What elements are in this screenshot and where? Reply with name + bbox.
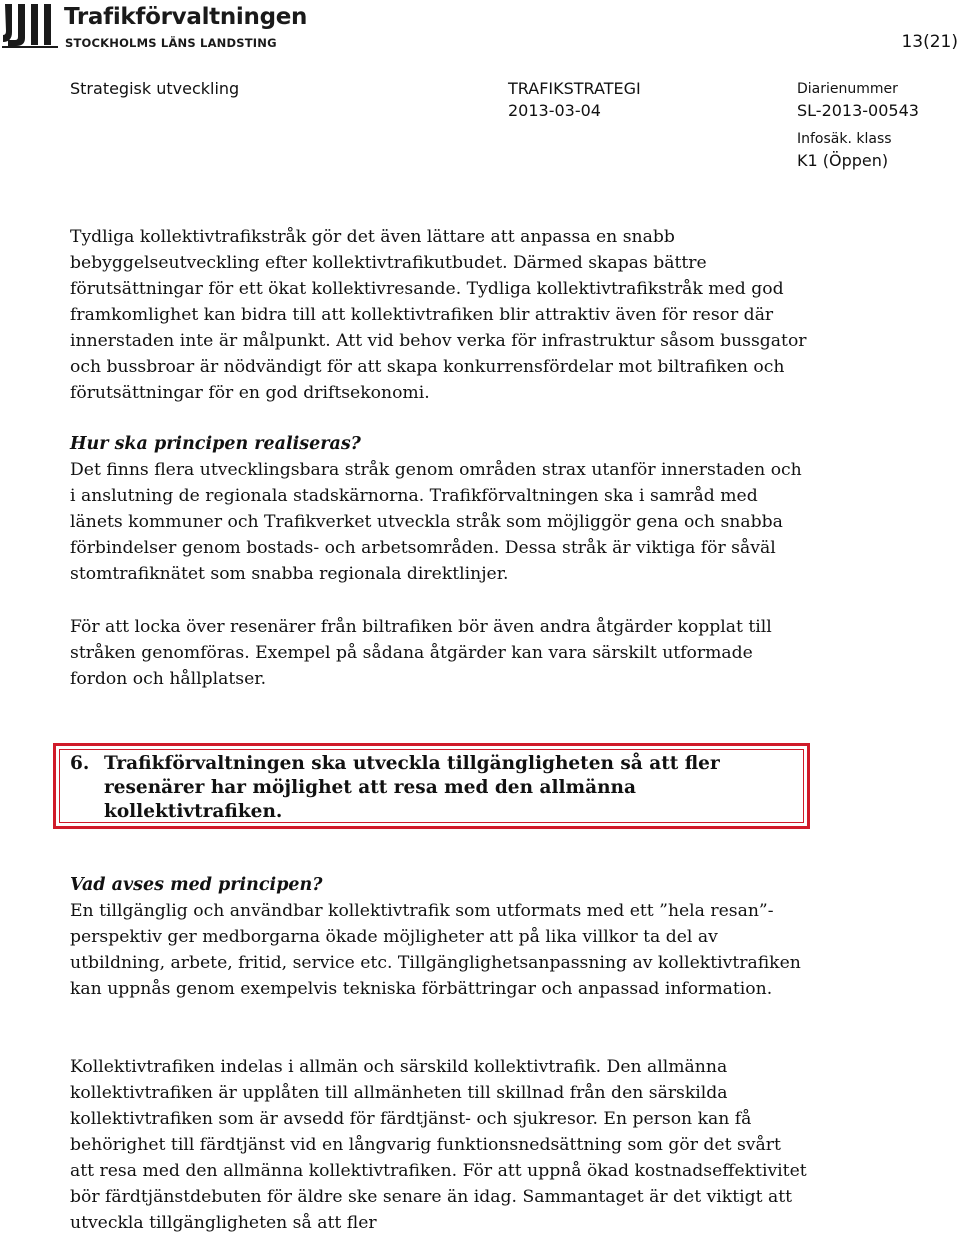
diary-number: SL-2013-00543 bbox=[797, 101, 919, 120]
page-number: 13(21) bbox=[901, 32, 958, 52]
organization-logo bbox=[0, 0, 320, 52]
classification-label: Infosäk. klass bbox=[797, 131, 892, 147]
document-date: 2013-03-04 bbox=[508, 101, 601, 120]
paragraph: Kollektivtrafiken indelas i allmän och särskild kollektivtrafik. Den allmänna kollektivtrafiken är upplåten till allmänheten till skillnad från den särskilda kollektivtrafiken som är avsedd för färdtjänst- och sjukresor. En person kan få behörighet till färdtjänst vid en långvarig funktionsnedsättning som gör det svårt att resa med den allmänna kollektivtrafiken. För att uppnå ökad kostnadseffektivitet bör färdtjänstdebuten för äldre ske senare än idag. Sammantaget är det viktigt att utveckla tillgängligheten så att fler bbox=[70, 1057, 807, 1233]
section-heading: Hur ska principen realiseras? bbox=[70, 434, 361, 454]
logo-name: Trafikförvaltningen bbox=[64, 4, 308, 30]
header-diary bbox=[797, 79, 919, 122]
department-name: Strategisk utveckling bbox=[70, 79, 240, 98]
paragraph: Det finns flera utvecklingsbara stråk genom områden strax utanför innerstaden och i anslutning de regionala stadskärnorna. Trafikförvaltningen ska i samråd med länets kommuner och Trafikverket utveckla stråk som möjliggör gena och snabba förbindelser genom bostads- och arbetsområden. Dessa stråk är viktiga för såväl stomtrafiknätet som snabba regionala direktlinjer. bbox=[70, 460, 802, 584]
logo-mark-icon bbox=[2, 2, 58, 48]
header-classification bbox=[797, 129, 892, 172]
principle-number: 6. bbox=[70, 753, 90, 774]
paragraph: En tillgänglig och användbar kollektivtrafik som utformats med ett ”hela resan”-perspektiv ger medborgarna ökade möjligheter att på lika villkor ta del av utbildning, arbete, fritid, service etc. Tillgänglighetsanpassning av kollektivtrafiken kan uppnås genom exempelvis tekniska förbättringar och anpassad information. bbox=[70, 901, 801, 999]
paragraph: För att locka över resenärer från biltrafiken bör även andra åtgärder kopplat till stråken genomföras. Exempel på sådana åtgärder kan vara särskilt utformade fordon och hållplatser. bbox=[70, 617, 772, 689]
header-department bbox=[70, 78, 239, 100]
classification-value: K1 (Öppen) bbox=[797, 151, 889, 170]
paragraph: Tydliga kollektivtrafikstråk gör det även lättare att anpassa en snabb bebyggelseutveckling efter kollektivtrafikutbudet. Därmed skapas bättre förutsättningar för ett ökat kollektivresande. Tydliga kollektivtrafikstråk med god framkomlighet kan bidra till att kollektivtrafiken blir attraktiv även för resor där innerstaden inte är målpunkt. Att vid behov verka för infrastruktur såsom bussgator och bussbroar är nödvändigt för att skapa konkurrensfördelar mot biltrafiken och förutsättningar för en god driftsekonomi. bbox=[70, 227, 807, 403]
document-title: TRAFIKSTRATEGI bbox=[508, 79, 641, 98]
logo-subtitle: STOCKHOLMS LÄNS LANDSTING bbox=[65, 36, 277, 50]
principle-text: Trafikförvaltningen ska utveckla tillgängligheten så att fler resenärer har möjlighet att resa med den allmänna kollektivtrafiken. bbox=[104, 753, 720, 822]
header-document bbox=[508, 78, 641, 122]
diary-label: Diarienummer bbox=[797, 81, 898, 97]
section-heading: Vad avses med principen? bbox=[70, 875, 323, 895]
